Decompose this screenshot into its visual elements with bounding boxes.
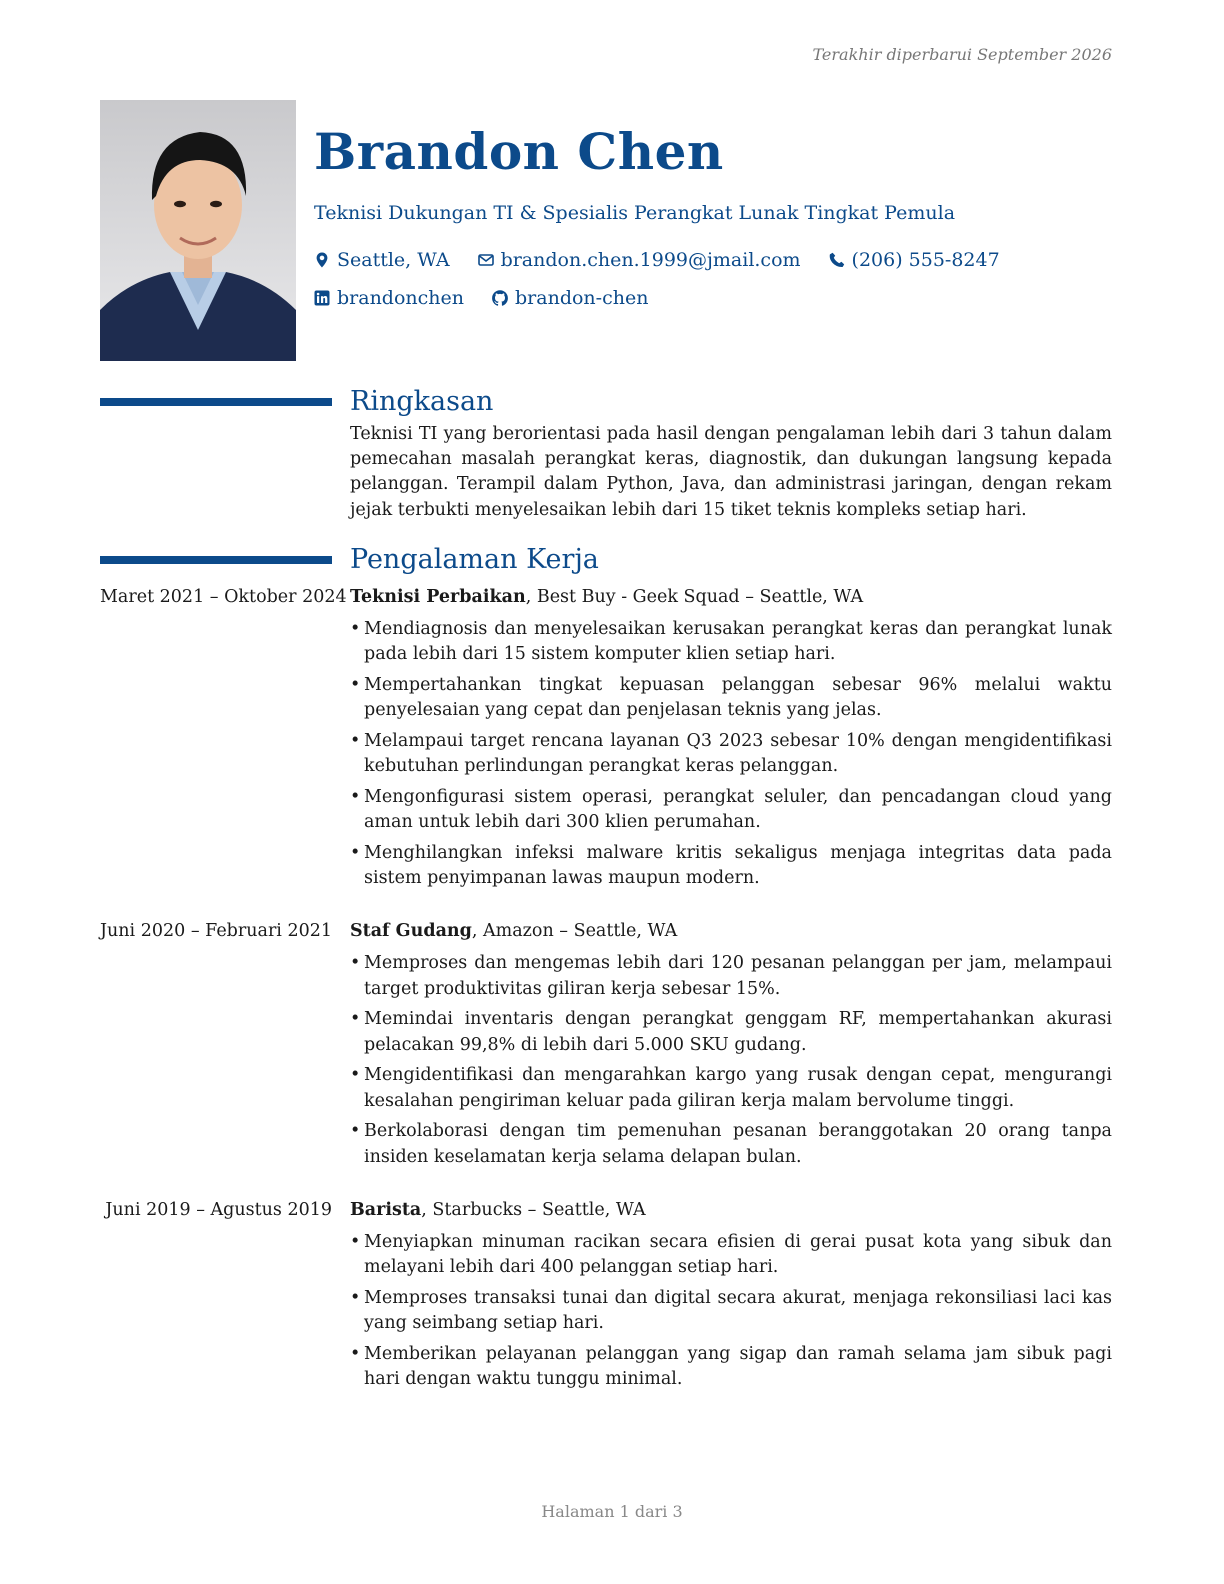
candidate-name: Brandon Chen: [314, 122, 724, 181]
job-dates: Juni 2020 – Februari 2021: [100, 921, 333, 942]
contact-linkedin-text[interactable]: brandonchen: [337, 287, 465, 309]
job-bullet: • Menghilangkan infeksi malware kritis sekaligus menjaga integritas data pada sistem penyimpanan lawas maupun modern.: [350, 841, 1112, 891]
contact-list: [314, 246, 1114, 312]
summary-title: Ringkasan: [350, 386, 494, 417]
experience-title: Pengalaman Kerja: [350, 544, 599, 575]
contact-email-text[interactable]: brandon.chen.1999@jmail.com: [500, 249, 801, 271]
phone-icon: [829, 252, 845, 268]
job-role: Barista: [350, 1199, 422, 1220]
candidate-subtitle: Teknisi Dukungan TI & Spesialis Perangkat Lunak Tingkat Pemula: [314, 202, 956, 224]
job-title-line: [350, 583, 1112, 611]
job-bullet: • Memproses dan mengemas lebih dari 120 pesanan pelanggan per jam, melampaui target produktivitas giliran kerja sebesar 15%.: [350, 951, 1112, 1001]
job-bullets: [350, 617, 1112, 891]
page-footer: Halaman 1 dari 3: [541, 1502, 683, 1521]
envelope-icon: [478, 252, 494, 268]
job-role: Staf Gudang: [350, 921, 472, 942]
summary-text: Teknisi TI yang berorientasi pada hasil dengan pengalaman lebih dari 3 tahun dalam pemecahan masalah perangkat keras, diagnostik, dan dukungan langsung kepada pelanggan. Terampil dalam Python, Java, dan administrasi jaringan, dengan rekam jejak terbukti menyelesaikan lebih dari 15 tiket teknis kompleks setiap hari.: [350, 424, 1112, 520]
job-bullet: • Mengonfigurasi sistem operasi, perangkat seluler, dan pencadangan cloud yang aman untuk lebih dari 300 klien perumahan.: [350, 785, 1112, 835]
section-divider-bar: [100, 398, 332, 406]
contact-email[interactable]: [478, 246, 801, 274]
job-details: [350, 1196, 1112, 1392]
profile-photo: [100, 100, 296, 361]
summary-header: [100, 384, 1112, 420]
contact-location: [314, 246, 450, 274]
job-role: Teknisi Perbaikan: [350, 587, 526, 607]
contact-location-text: Seattle, WA: [337, 249, 450, 271]
job-bullets: [350, 1230, 1112, 1392]
contact-github[interactable]: [492, 284, 648, 312]
resume-header: [314, 120, 1114, 312]
job-bullet: • Mempertahankan tingkat kepuasan pelanggan sebesar 96% melalui waktu penyelesaian yang cepat dan penjelasan teknis yang jelas.: [350, 673, 1112, 723]
job-company: , Amazon – Seattle, WA: [471, 921, 678, 942]
section-divider-bar: [100, 556, 332, 564]
job-details: [350, 917, 1112, 1169]
job-bullet: • Berkolaborasi dengan tim pemenuhan pesanan beranggotakan 20 orang tanpa insiden keselamatan kerja selama delapan bulan.: [350, 1119, 1112, 1169]
job-bullet: • Memindai inventaris dengan perangkat genggam RF, mempertahankan akurasi pelacakan 99,8% di lebih dari 5.000 SKU gudang.: [350, 1007, 1112, 1057]
job-company: , Starbucks – Seattle, WA: [421, 1199, 646, 1220]
job-bullets: [350, 951, 1112, 1169]
job-bullet: • Memberikan pelayanan pelanggan yang sigap dan ramah selama jam sibuk pagi hari dengan waktu tunggu minimal.: [350, 1342, 1112, 1392]
job-company: , Best Buy - Geek Squad – Seattle, WA: [525, 587, 864, 607]
contact-phone[interactable]: [829, 246, 1000, 274]
job-list: [100, 583, 1112, 1392]
job-bullet: • Memproses transaksi tunai dan digital secara akurat, menjaga rekonsiliasi laci kas yang seimbang setiap hari.: [350, 1286, 1112, 1336]
job-bullet: • Melampaui target rencana layanan Q3 2023 sebesar 10% dengan mengidentifikasi kebutuhan perlindungan perangkat keras pelanggan.: [350, 729, 1112, 779]
github-icon: [492, 290, 508, 306]
job-entry: [100, 1196, 1112, 1392]
last-updated: Terakhir diperbarui September 2026: [812, 45, 1112, 64]
job-title-line: [350, 1196, 1112, 1224]
job-bullet: • Mendiagnosis dan menyelesaikan kerusakan perangkat keras dan perangkat lunak pada lebih dari 15 sistem komputer klien setiap hari.: [350, 617, 1112, 667]
job-bullet: • Mengidentifikasi dan mengarahkan kargo yang rusak dengan cepat, mengurangi kesalahan pengiriman keluar pada giliran kerja malam bervolume tinggi.: [350, 1063, 1112, 1113]
job-dates: Maret 2021 – Oktober 2024: [100, 587, 347, 607]
job-bullet: • Menyiapkan minuman racikan secara efisien di gerai pusat kota yang sibuk dan melayani lebih dari 400 pelanggan setiap hari.: [350, 1230, 1112, 1280]
job-dates: Juni 2019 – Agustus 2019: [105, 1199, 332, 1220]
contact-linkedin[interactable]: [314, 284, 464, 312]
profile-photo-illustration: [100, 100, 296, 361]
contact-phone-text[interactable]: (206) 555-8247: [851, 249, 1000, 271]
job-title-line: [350, 917, 1112, 945]
experience-header: [100, 542, 1112, 578]
map-pin-icon: [314, 252, 330, 268]
experience-section: [100, 542, 1112, 1406]
contact-github-text[interactable]: brandon-chen: [515, 287, 649, 309]
job-entry: [100, 583, 1112, 891]
linkedin-icon: [314, 290, 330, 306]
job-entry: [100, 917, 1112, 1169]
job-details: [350, 583, 1112, 891]
summary-section: [100, 384, 1112, 523]
